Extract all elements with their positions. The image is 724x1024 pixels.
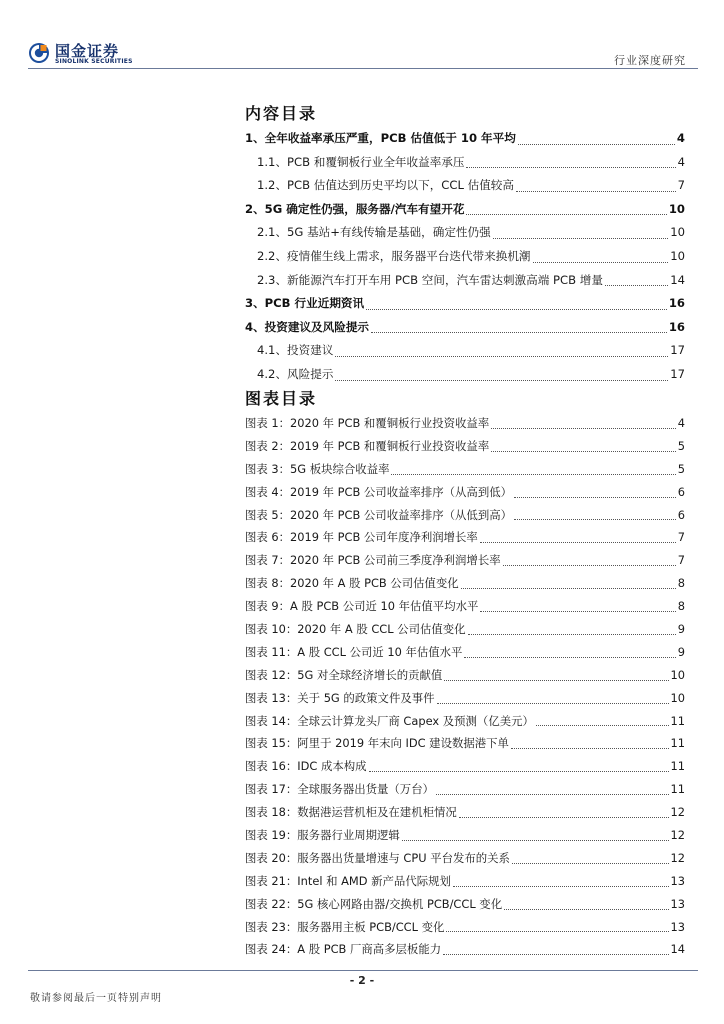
- figure-entry[interactable]: [245, 664, 685, 687]
- figure-entry-page-number: 12: [670, 828, 685, 843]
- dot-leader: [516, 191, 676, 192]
- toc-entry-page-number: 10: [670, 248, 685, 263]
- figure-entry-title: 图表 1：2020 年 PCB 和覆铜板行业投资收益率: [245, 415, 490, 430]
- dot-leader: [480, 542, 676, 543]
- figure-entry-page-number: 11: [670, 782, 685, 797]
- dot-leader: [436, 794, 669, 795]
- figure-entry[interactable]: [245, 732, 685, 755]
- toc-entry-title: 2、5G 确定性仍强，服务器/汽车有望开花: [245, 201, 465, 216]
- dot-leader: [491, 428, 676, 429]
- figure-entry-page-number: 14: [670, 942, 685, 957]
- dot-leader: [369, 771, 669, 772]
- toc-entry[interactable]: [245, 316, 685, 340]
- dot-leader: [493, 238, 669, 239]
- dot-leader: [466, 167, 675, 168]
- figure-entry-title: 图表 17：全球服务器出货量（万台）: [245, 782, 434, 797]
- dot-leader: [512, 863, 669, 864]
- toc-entry[interactable]: [245, 292, 685, 316]
- dot-leader: [443, 954, 668, 955]
- toc-entry-page-number: 10: [668, 201, 685, 216]
- figure-entry-title: 图表 15：阿里于 2019 年末向 IDC 建设数据港下单: [245, 736, 509, 751]
- dot-leader: [514, 519, 676, 520]
- figure-entry-title: 图表 8：2020 年 A 股 PCB 公司估值变化: [245, 576, 459, 591]
- figure-entry-title: 图表 18：数据港运营机柜及在建机柜情况: [245, 805, 457, 820]
- figure-entry-title: 图表 4：2019 年 PCB 公司收益率排序（从高到低）: [245, 484, 512, 499]
- dot-leader: [453, 886, 669, 887]
- toc-entry[interactable]: [245, 363, 685, 387]
- figure-entry[interactable]: [245, 870, 685, 893]
- figure-entry-title: 图表 10：2020 年 A 股 CCL 公司估值变化: [245, 622, 466, 636]
- figure-entry[interactable]: [245, 435, 685, 458]
- dot-leader: [335, 356, 668, 357]
- toc-list: [245, 127, 685, 387]
- figure-entry-page-number: 11: [670, 759, 685, 774]
- figure-entry[interactable]: [245, 893, 685, 916]
- figure-entry[interactable]: [245, 481, 685, 504]
- figure-entry[interactable]: [245, 938, 685, 961]
- figure-entry-title: 图表 23：服务器用主板 PCB/CCL 变化: [245, 919, 445, 934]
- figure-entry[interactable]: [245, 824, 685, 847]
- figure-entry-title: 图表 3：5G 板块综合收益率: [245, 461, 390, 476]
- figure-entry-title: 图表 7：2020 年 PCB 公司前三季度净利润增长率: [245, 553, 501, 568]
- dot-leader: [533, 262, 669, 263]
- dot-leader: [468, 634, 676, 635]
- page-number: - 2 -: [349, 974, 375, 987]
- dot-leader: [514, 497, 676, 498]
- figure-entry-title: 图表 21：Intel 和 AMD 新产品代际规划: [245, 873, 451, 888]
- toc-entry-title: 1.1、PCB 和覆铜板行业全年收益率承压: [257, 154, 465, 169]
- toc-entry[interactable]: [245, 174, 685, 198]
- toc-entry[interactable]: [245, 269, 685, 293]
- dot-leader: [464, 657, 675, 658]
- figure-entry-title: 图表 6：2019 年 PCB 公司年度净利润增长率: [245, 530, 478, 545]
- toc-title: 内容目录: [245, 104, 318, 123]
- logo-en-text: SINOLINK SECURITIES: [55, 58, 133, 65]
- toc-entry[interactable]: [245, 339, 685, 363]
- toc-entry-title: 2.3、新能源汽车打开车用 PCB 空间，汽车雷达刺激高端 PCB 增量: [257, 272, 603, 287]
- figure-entry-page-number: 11: [670, 736, 685, 751]
- figure-entry-page-number: 8: [677, 576, 685, 591]
- page-header: [0, 0, 724, 70]
- footer-divider: [28, 970, 698, 971]
- figure-list: [245, 412, 685, 961]
- dot-leader: [371, 332, 667, 333]
- toc-entry-page-number: 17: [670, 366, 685, 381]
- figure-entry-title: 图表 13：关于 5G 的政策文件及事件: [245, 690, 435, 705]
- figure-entry[interactable]: [245, 801, 685, 824]
- figure-entry-page-number: 13: [670, 896, 685, 911]
- toc-entry-page-number: 4: [677, 154, 685, 169]
- figure-entry-page-number: 10: [670, 690, 685, 705]
- dot-leader: [402, 840, 669, 841]
- sinolink-logo-icon: [28, 42, 50, 64]
- toc-entry-page-number: 17: [670, 343, 685, 358]
- figure-entry-page-number: 12: [670, 850, 685, 865]
- toc-entry-title: 4、投资建议及风险提示: [245, 319, 370, 334]
- dot-leader: [446, 931, 668, 932]
- figure-entry[interactable]: [245, 710, 685, 733]
- figure-entry-page-number: 7: [677, 553, 685, 568]
- figure-entry-page-number: 6: [677, 507, 685, 522]
- dot-leader: [444, 680, 668, 681]
- figure-entry-page-number: 11: [670, 713, 685, 728]
- toc-entry-page-number: 16: [668, 296, 685, 311]
- dot-leader: [461, 588, 676, 589]
- figures-title: 图表目录: [245, 389, 318, 408]
- figure-entry[interactable]: [245, 458, 685, 481]
- figure-entry-title: 图表 5：2020 年 PCB 公司收益率排序（从低到高）: [245, 507, 512, 522]
- toc-entry-page-number: 7: [677, 178, 685, 193]
- dot-leader: [466, 214, 666, 215]
- dot-leader: [391, 474, 675, 475]
- figure-entry-title: 图表 12：5G 对全球经济增长的贡献值: [245, 667, 443, 682]
- toc-entry[interactable]: [245, 245, 685, 269]
- toc-entry-page-number: 14: [670, 272, 685, 287]
- dot-leader: [335, 380, 668, 381]
- figure-entry[interactable]: [245, 504, 685, 527]
- figure-entry[interactable]: [245, 687, 685, 710]
- figure-entry[interactable]: [245, 595, 685, 618]
- figure-entry-page-number: 13: [670, 873, 685, 888]
- figure-entry-title: 图表 9：A 股 PCB 公司近 10 年估值平均水平: [245, 599, 479, 614]
- figure-entry-title: 图表 16：IDC 成本构成: [245, 759, 367, 774]
- header-divider: [28, 68, 698, 69]
- dot-leader: [480, 611, 675, 612]
- figure-entry-title: 图表 24：A 股 PCB 厂商高多层板能力: [245, 942, 442, 957]
- figure-entry[interactable]: [245, 755, 685, 778]
- dot-leader: [437, 703, 669, 704]
- figure-entry[interactable]: [245, 778, 685, 801]
- figure-entry[interactable]: [245, 618, 685, 641]
- dot-leader: [459, 817, 669, 818]
- toc-entry-page-number: 4: [676, 131, 685, 145]
- toc-entry[interactable]: [245, 198, 685, 222]
- toc-entry[interactable]: [245, 127, 685, 151]
- dot-leader: [366, 309, 667, 310]
- figure-entry-page-number: 12: [670, 805, 685, 820]
- disclaimer-text: 敬请参阅最后一页特别声明: [30, 993, 162, 1004]
- toc-entry-title: 2.2、疫情催生线上需求，服务器平台迭代带来换机潮: [257, 248, 531, 263]
- figure-entry-page-number: 10: [670, 667, 685, 682]
- figure-entry[interactable]: [245, 412, 685, 435]
- toc-entry[interactable]: [245, 151, 685, 175]
- figure-entry-title: 图表 20：服务器出货量增速与 CPU 平台发布的关系: [245, 850, 510, 865]
- toc-entry-title: 2.1、5G 基站+有线传输是基础，确定性仍强: [257, 225, 491, 240]
- toc-entry-title: 4.2、风险提示: [257, 366, 334, 381]
- figure-entry-page-number: 5: [677, 438, 685, 453]
- figure-entry[interactable]: [245, 847, 685, 870]
- figure-entry-title: 图表 19：服务器行业周期逻辑: [245, 828, 400, 843]
- figure-entry-title: 图表 11：A 股 CCL 公司近 10 年估值水平: [245, 644, 463, 659]
- toc-entry[interactable]: [245, 221, 685, 245]
- toc-entry-title: 1.2、PCB 估值达到历史平均以下，CCL 估值较高: [257, 178, 514, 193]
- figure-entry-page-number: 6: [677, 484, 685, 499]
- toc-entry-page-number: 10: [670, 225, 685, 240]
- dot-leader: [536, 725, 669, 726]
- figure-entry[interactable]: [245, 916, 685, 939]
- toc-entry-title: 1、全年收益率承压严重，PCB 估值低于 10 年平均: [245, 131, 516, 145]
- figure-entry[interactable]: [245, 526, 685, 549]
- toc-entry-title: 3、PCB 行业近期资讯: [245, 296, 365, 311]
- figure-entry-title: 图表 14：全球云计算龙头厂商 Capex 及预测（亿美元）: [245, 713, 534, 728]
- toc-entry-title: 4.1、投资建议: [257, 343, 334, 358]
- figure-entry-page-number: 13: [670, 919, 685, 934]
- figure-entry-page-number: 8: [677, 599, 685, 614]
- figure-entry-page-number: 9: [677, 622, 685, 636]
- report-type: 行业深度研究: [614, 54, 686, 67]
- toc-entry-page-number: 16: [668, 319, 685, 334]
- figure-entry[interactable]: [245, 549, 685, 572]
- figure-entry-page-number: 9: [677, 644, 685, 659]
- figure-entry[interactable]: [245, 572, 685, 595]
- figure-entry[interactable]: [245, 641, 685, 664]
- dot-leader: [605, 285, 668, 286]
- dot-leader: [518, 144, 675, 145]
- dot-leader: [504, 909, 668, 910]
- figure-entry-title: 图表 22：5G 核心网路由器/交换机 PCB/CCL 变化: [245, 896, 503, 911]
- dot-leader: [511, 748, 669, 749]
- figure-entry-page-number: 7: [677, 530, 685, 545]
- dot-leader: [503, 565, 676, 566]
- dot-leader: [491, 451, 676, 452]
- figure-entry-page-number: 4: [677, 415, 685, 430]
- figure-entry-page-number: 5: [677, 461, 685, 476]
- figure-entry-title: 图表 2：2019 年 PCB 和覆铜板行业投资收益率: [245, 438, 490, 453]
- logo-cn-text: 国金证券: [55, 42, 120, 60]
